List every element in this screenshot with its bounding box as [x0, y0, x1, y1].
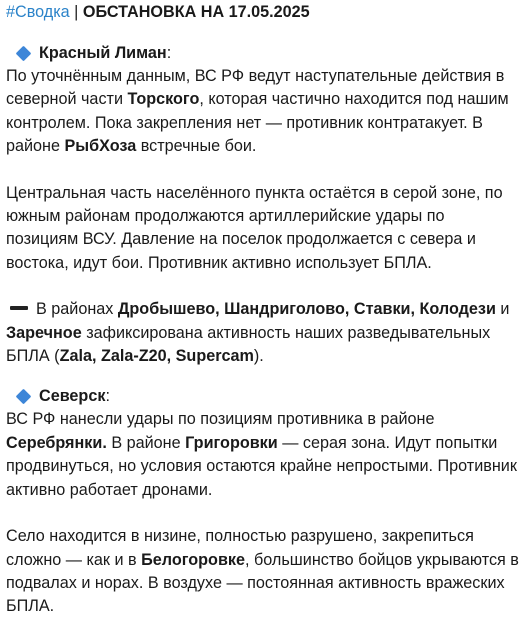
- place-name: РыбХоза: [64, 137, 137, 156]
- text-run: ВС РФ нанесли удары по позициям противника в районе: [6, 410, 435, 429]
- header-separator: |: [74, 3, 79, 21]
- paragraph: [6, 65, 521, 159]
- place-name: Заречное: [6, 323, 82, 342]
- place-names: Дробышево, Шандриголово, Ставки, Колодези: [117, 300, 496, 319]
- text-run: В районе: [106, 433, 186, 452]
- blue-diamond-icon: [16, 389, 32, 405]
- paragraph: Центральная часть населённого пункта остаётся в серой зоне, по южным районам продолжаются артиллерийские удары по позициям ВСУ. Давление на поселок продолжается с севера и востока, идут бои. Противник активно использует БПЛА.: [6, 183, 503, 272]
- text-run: и: [495, 300, 510, 319]
- header-title: ОБСТАНОВКА НА 17.05.2025: [82, 3, 310, 21]
- place-name: Серебрянки.: [6, 433, 107, 452]
- text-run: — серая зона. Идут попытки продвинуться, но условия остаются крайне непростыми. Противник активно работает дронами.: [6, 433, 517, 499]
- hashtag-link[interactable]: #Сводка: [6, 3, 70, 21]
- post-header: [6, 1, 521, 25]
- section-title-text: Красный Лиман: [39, 43, 167, 62]
- text-run: Село находится в низине, полностью разрушено, закрепиться сложно — как и в: [6, 527, 474, 569]
- post-content: [0, 1, 527, 619]
- blue-diamond-icon: [16, 46, 32, 62]
- text-run: По уточнённым данным, ВС РФ ведут наступательные действия в северной части: [6, 67, 505, 109]
- paragraph: [6, 525, 521, 619]
- heavy-minus-icon: [10, 306, 28, 310]
- text-run: встречные бои.: [136, 137, 257, 156]
- recon-paragraph: [6, 298, 521, 368]
- paragraph-gap: [6, 502, 521, 525]
- text-run: , которая частично находится под нашим контролем. Пока закрепления нет — противник контратакует. В районе: [6, 90, 509, 156]
- paragraph-gap: [6, 275, 521, 298]
- place-name: Белогоровке: [141, 550, 245, 569]
- section-title-krasny-liman: [6, 42, 521, 65]
- text-run: , большинство бойцов укрываются в подвалах и норах. В воздухе — постоянная активность вражеских БПЛА.: [6, 550, 519, 616]
- place-name: Торского: [127, 90, 200, 109]
- text-run: ).: [253, 347, 264, 366]
- text-run: В районах: [36, 300, 118, 319]
- place-name: Григоровки: [185, 433, 278, 452]
- text-run: зафиксирована активность наших разведывательных БПЛА (: [6, 323, 491, 366]
- section-title-colon: :: [105, 387, 110, 406]
- paragraph: [6, 408, 521, 502]
- section-title-seversk: [6, 385, 521, 408]
- section-title-text: Северск: [39, 387, 106, 406]
- paragraph-gap: [6, 159, 521, 182]
- drone-names: Zala, Zala-Z20, Supercam: [59, 347, 254, 366]
- section-title-colon: :: [166, 43, 172, 62]
